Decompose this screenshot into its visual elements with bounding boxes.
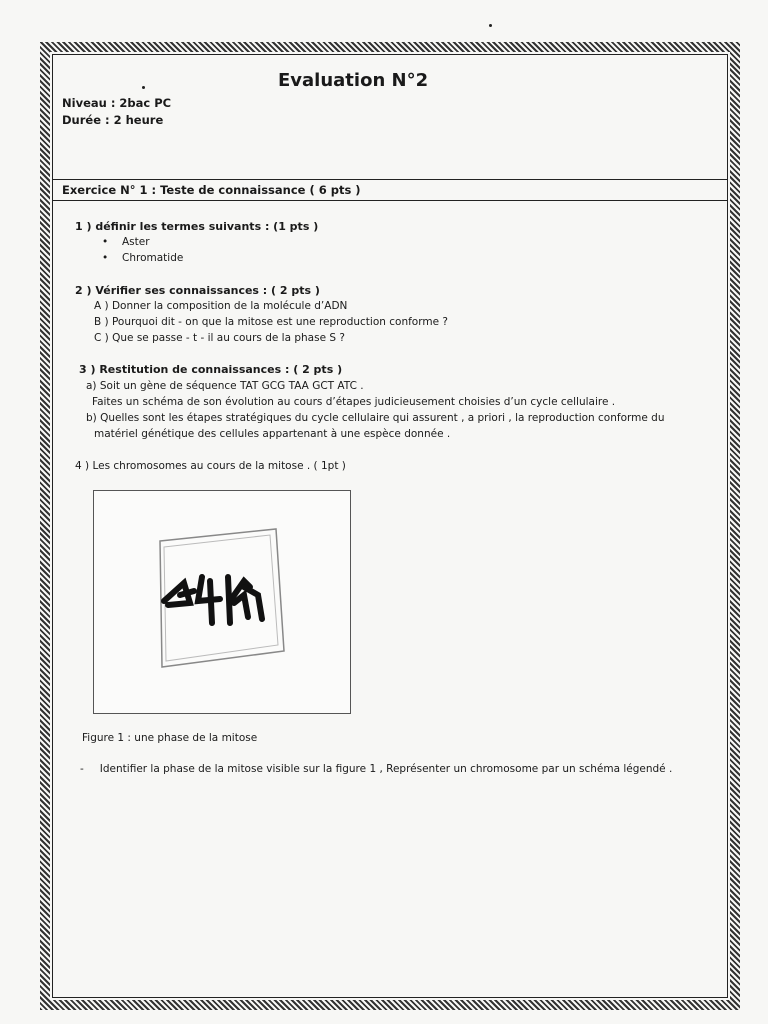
header-separator-bottom (52, 200, 728, 201)
list-item: • Chromatide (122, 252, 183, 264)
final-task (80, 763, 672, 775)
question-2-heading: 2 ) Vérifier ses connaissances : ( 2 pts ) (75, 284, 320, 297)
header-separator-top (52, 179, 728, 180)
question-3-part-b-line-2: matériel génétique des cellules appartenant à une espèce donnée . (94, 428, 451, 440)
question-2-item-a: A ) Donner la composition de la molécule d’ADN (94, 300, 348, 312)
figure-1-image (93, 490, 351, 714)
task-text: Identifier la phase de la mitose visible sur la figure 1 , Représenter un chromosome par un schéma légendé . (99, 763, 673, 775)
duree-label: Durée : 2 heure (62, 113, 164, 127)
niveau-label: Niveau : 2bac PC (62, 96, 172, 110)
question-3-part-a-line-2: Faites un schéma de son évolution au cours d’étapes judicieusement choisies d’un cycle cellulaire . (92, 396, 616, 408)
page-title: Evaluation N°2 (278, 70, 429, 91)
question-3-part-a-line-1: a) Soit un gène de séquence TAT GCG TAA GCT ATC . (86, 380, 364, 392)
task-dash: - (80, 763, 84, 775)
exercise-title: Exercice N° 1 : Teste de connaissance ( 6 pts ) (62, 183, 361, 197)
speck (142, 86, 145, 89)
question-3-heading: 3 ) Restitution de connaissances : ( 2 pts ) (79, 363, 343, 376)
question-2-item-c: C ) Que se passe - t - il au cours de la phase S ? (94, 332, 345, 344)
question-2-item-b: B ) Pourquoi dit - on que la mitose est une reproduction conforme ? (94, 316, 448, 328)
figure-1-caption: Figure 1 : une phase de la mitose (82, 732, 258, 744)
mitosis-micrograph-drawing (94, 491, 350, 713)
question-3-part-b-line-1: b) Quelles sont les étapes stratégiques du cycle cellulaire qui assurent , a priori , la reproduction conforme du (86, 412, 665, 424)
question-4-heading: 4 ) Les chromosomes au cours de la mitose . ( 1pt ) (75, 460, 346, 472)
list-item: • Aster (122, 236, 150, 248)
question-1-heading: 1 ) définir les termes suivants : (1 pts ) (75, 220, 319, 233)
speck (489, 24, 492, 27)
